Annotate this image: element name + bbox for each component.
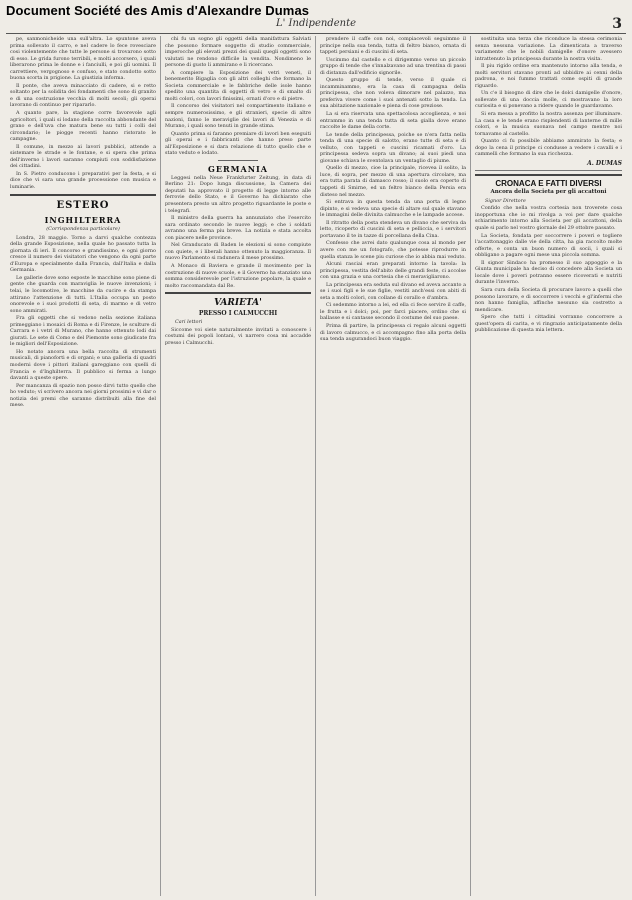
paragraph: Confido che nella vostra cortesia non troverete cosa inopportuna che io mi rivolga a voi per dare qualche schiarimento intorno alla Societa per gli accattoni, della quale si parlo nel vostro giornale del 29 ottobre passato. [475,205,622,232]
paragraph: Nel Granducato di Baden le elezioni si sono compiute con quiete, e i liberali hanno ottenuto la maggioranza. Il nuovo Parlamento si radunera il mese prossimo. [165,242,311,262]
column-2 [161,36,316,896]
paragraph: Prima di partire, la principessa ci regalo alcuni oggetti di lavoro calmucco, e ci accompagno fino alla porta della sua tenda augurandoci buon viaggio. [320,322,466,343]
paragraph: Il piu rigido ordine era mantenuto intorno alla tenda, e molti servitori stavano pronti ad ubbidire ai cenni della padrona, e noi fummo trattati come ospiti di grande riguardo. [475,63,622,89]
paragraph: Confesso che avrei dato qualunque cosa al mondo per avere con me un fotografo, che potesse riprodurre in quella stanza le scene piu curiose che io abbia mai veduto. [320,240,466,260]
section-rule [475,174,622,176]
page-number: 3 [612,16,622,32]
section-rule [165,292,311,294]
germania-heading: GERMANIA [208,163,268,174]
paragraph: Per mancanza di spazio non posso dirvi tutto quello che ho veduto; vi scrivero ancora nei giorni prossimi e vi dar o notizia dei premi che saranno distribuiti alla fine del mese. [10,382,156,409]
column-3 [316,36,471,896]
paragraph: Il ponte, che aveva minacciato di cadere, si e retto soltanto per la solidita dei fondamenti che sono di granito e di una costruzione vecchia di molti secoli; gli operai lavorano di continuo per ripararlo. [10,82,156,109]
paragraph: Si era messa a profitto la nostra assenza per illuminare. La casa e le tende erano risplendenti di lanterne di mille colori, e la musica suonava nel campo mentre noi tornavamo al castello. [475,111,622,137]
paragraph: A Monaco di Baviera e grande il movimento per la costruzione di nuove scuole, e il Governo ha stanziato una somma considerevole per l'istruzione popolare, la quale e molto raccomandata dal Re. [165,262,311,289]
paragraph: Questo gruppo di tende, verso il quale ci incamminammo, era la casa di campagna della principessa, che non voleva dimorare nel palazzo, ma preferiva vivere come i suoi antenati sotto la tenda. La sua abitazione nazionale e piena di cose preziose. [320,77,466,110]
newspaper-title: L' Indipendente [275,18,356,29]
paragraph: Quanto ci fu possibile abbiamo ammirato la festa; e dopo la cena il principe ci condusse a vedere i cavalli e i cammelli che formano la sua ricchezza. [475,138,622,158]
cronaca-greeting: Signor Direttore [485,197,526,204]
paragraph: La si era riservata una spettacolosa accoglienza, e noi entrammo in una tenda tutta di seta gialla dove erano raccolte le dame della corte. [320,111,466,131]
paragraph: prendere il caffe con noi, compiacevoli seguimmo il principe nella sua tenda, tutta di feltro bianco, ornata di tappeti persiani e di cuscini di seta. [320,36,466,56]
paragraph: chi fu un sogno gli oggetti della manifattura Salviati che possono formare soggetto di studio commerciale, imperocche gli elevati prezzi dei quali quegli oggetti sono valutati ne rendono difficile la vendita. Nondimeno le persone di gusto li ammirano e li ricercano. [165,36,311,69]
paragraph: Sara cura della Societa di procurare lavoro a quelli che possono lavorare, e di soccorrere i vecchi e gl'infermi che non hanno famiglia, affinche nessuno sia costretto a mendicare. [475,286,622,313]
varieta-greeting: Cari lettori [175,319,203,326]
estero-heading: ESTERO [56,199,110,211]
paragraph: sostituita una terza che riconduce la stessa cerimonia senza nessuna variazione. La dimenticata a traverso variamente che le nobili damigelle d'onore avessero intrattenuto la principessa durante la nostra visita. [475,36,622,62]
paragraph: In S. Pietro conducono i preparativi per la festa, e si dice che vi sara una grande processione con musica e luminarie. [10,170,156,191]
paragraph: Alcuni rasciai eran preparati intorno la tavola: la principessa, vestita dell'abito delle grandi feste, ci accolse con una grazia e una cortesia che ci meravigliarono. [320,261,466,281]
divider [218,160,258,161]
watermark: Document Société des Amis d'Alexandre Dumas [6,3,310,18]
paragraph: Spero che tutti i cittadini vorranno concorrere a quest'opera di carita, e vi ringrazio anticipatamente della pubblicazione di questa mia lettera. [475,314,622,334]
paragraph: Il comune, in mezzo ai lavori pubblici, attende a sistemare le strade e le fontane, e si spera che prima dell'inverno i lavori saranno compiuti con soddisfazione dei cittadini. [10,143,156,170]
paragraph: Il ministro della guerra ha annunziato che l'esercito sara ordinato secondo le nuove leggi; e che i soldati avranno una ferma piu breve. La notizia e stata accolta con piacere nelle province. [165,215,311,241]
paragraph: Il signor Sindaco ha promesso il suo appoggio e la Giunta municipale ha deciso di concedere alla Societa un locale dove i poveri potranno essere ricoverati e nutriti durante l'inverno. [475,259,622,286]
paragraph: Un c'e il bisogno di dire che le dolci damigelle d'onore, sollevate di una doccia molle, ci mostravano la loro curiosita e si ponevano a ridere quando le guardavamo. [475,90,622,110]
paragraph: pe, sanmonicheide una sull'altra. Lo spuntone aveva prima sollevato il carro, e nel cadere lo fece rovesciare cosi violentemente che tutte le persone si trovarono sotto di esso. Le grida furono terribili, e molti accorsero, i quali liberarono prima le donne e i fanciulli, e poi gli uomini. Il carrettiere, vergognoso e confuso, e stato condotto sotto buona scorta in prigione. La giustizia informa. [10,36,156,82]
masthead-rule [6,33,626,34]
paragraph: Ho notato ancora una bella raccolta di strumenti musicali, di pianoforti e di organi; e una galleria di quadri moderni dove i pittori italiani gareggiano con quelli di Francia e d'Inghilterra. Il pubblico si ferma a lungo davanti a queste opere. [10,348,156,382]
paragraph: La Societa, fondata per soccorrere i poveri e togliere l'accattonaggio dalle vie della citta, ha gia raccolto molte offerte, e conta un buon numero di socii, i quali si obbligano a pagare ogni mese una piccola somma. [475,232,622,259]
paragraph: Le tende della principessa, poiche se n'era fatta nella tenda di una specie di salotto, erano tutte di seta e di velluto, con tappeti e cuscini ricamati d'oro. La principessa sedeva sopra un divano; ai suoi piedi una giovane schiava le sventolava un ventaglio di piume. [320,131,466,164]
author-signature: A. DUMAS [587,159,622,167]
newspaper-columns [6,36,626,896]
paragraph: Quanto prima si faranno premiare di lavori ben eseguiti gli operai e i fabbricanti che hanno preso parte all'Esposizione e si dara relazione di tutto quello che e stato veduto e lodato. [165,130,311,157]
paragraph: Londra, 28 maggio. Torno a darvi qualche contezza della grande Esposizione, nella quale ho passato tutta la giornata di ieri. Il concorso e grandissimo, e ogni giorno cresce il numero dei visitatori che vengono da ogni parte d'Europa e specialmente dalla Francia, dall'Italia e dalla Germania. [10,234,156,274]
varieta-subheading: PRESSO I CALMUCCHI [198,310,278,318]
paragraph: Si entrava in questa tenda da una porta di legno dipinto, e si vedeva una specie di altare sul quale stavano le immagini delle divinita calmucche e le lampade accese. [320,199,466,219]
section-rule [10,194,156,196]
estero-note: (Corrispondenza particolare) [46,225,120,232]
cronaca-heading: CRONACA E FATTI DIVERSI [495,178,602,188]
section-rule [475,170,622,171]
paragraph: La principessa era seduta sul divano ed aveva accanto a se i suoi figli e le sue figlie, vestiti anch'essi con abiti di seta a molti colori, con collane di corallo e d'ambra. [320,281,466,301]
paragraph: Il concorso dei visitatori nel compartimento italiano e sempre numerosissimo, e gli stranieri, specie di altre nazioni, fanno le meraviglie dei lavori di Venezia e di Murano, i quali sono tenuti in grande stima. [165,103,311,130]
paragraph: A compiere la Esposizione dei vetri veneti, il benemerito Bigaglia con gli altri colleghi che formano la Societa commerciale e le fabbriche delle isole hanno spedito una quantita di oggetti di vetro e di smalto di molti colori, con lavori finissimi, ornati d'oro e di pietre. [165,69,311,102]
estero-subheading: INGHILTERRA [44,214,122,225]
column-1 [6,36,161,896]
paragraph: Il ritratto della posta stendeva un divano che serviva da letto, ricoperto di cuscini di seta e pelliccia, e i servitori portavano il te in tazze di porcellana della Cina. [320,219,466,239]
paragraph: Siccome voi siete naturalmente invitati a conoscere i costumi dei popoli lontani, vi narrero cosa mi accadde presso i Calmucchi. [165,326,311,346]
paragraph: A quanto pare, la stagione corre favorevole agli agricoltori, i quali si lodano della raccolta abbondante del grano e dell'uva che matura bene su tutti i colli del circondario; le piogge recenti hanno ristorato le campagne. [10,110,156,143]
varieta-heading: VARIETA' [214,298,262,309]
paragraph: Fra gli oggetti che si vedono nella sezione italiana primeggiano i mosaici di Roma e di Firenze, le sculture di Carrara e i vetri di Murano, che hanno ottenuto lodi dai giurati. Le sete di Como e del Piemonte sono giudicate fra le migliori dell'Esposizione. [10,315,156,348]
paragraph: Uscimmo dal castello e ci dirigemmo verso un piccolo gruppo di tende che s'innalzavano ad una trentina di passi di distanza dall'edificio signorile. [320,56,466,76]
paragraph: Quello di mezzo, cioe la principale, ricevea il solito, la luce, di sopra, per mezzo di una apertura circolare, ma era tutta parata di damasco rosso; il suolo era coperto di tappeti di Smirne, ed un feltro bianco della Persia era disteso nel mezzo. [320,165,466,198]
cronaca-subheading: Ancora della Societa per gli accattoni [490,188,607,195]
paragraph: Le gallerie dove sono esposte le macchine sono piene di gente che guarda con maraviglia le nuove invenzioni; i telai, le locomotive, le macchine da cucire e da stampa attirano l'attenzione di tutti. L'Italia occupa un posto onorevole e i suoi prodotti di seta, di marmo e di vetro sono ammirati. [10,274,156,314]
paragraph: Leggesi nella Neue Frankfurter Zeitung, in data di Berlino 21: Dopo lunga discussione, la Camera dei deputati ha approvato il progetto di legge intorno alle ferrovie dello Stato, e il Governo ha dichiarato che presentera presto un altro progetto riguardante le poste e i telegrafi. [165,174,311,214]
column-4 [471,36,626,896]
paragraph: Ci sedemmo intorno a lei, ed ella ci fece servire il caffe, le frutta e i dolci; poi, per farci piacere, ordino che si ballasse e si cantasse secondo il costume del suo paese. [320,302,466,322]
masthead [0,18,632,32]
